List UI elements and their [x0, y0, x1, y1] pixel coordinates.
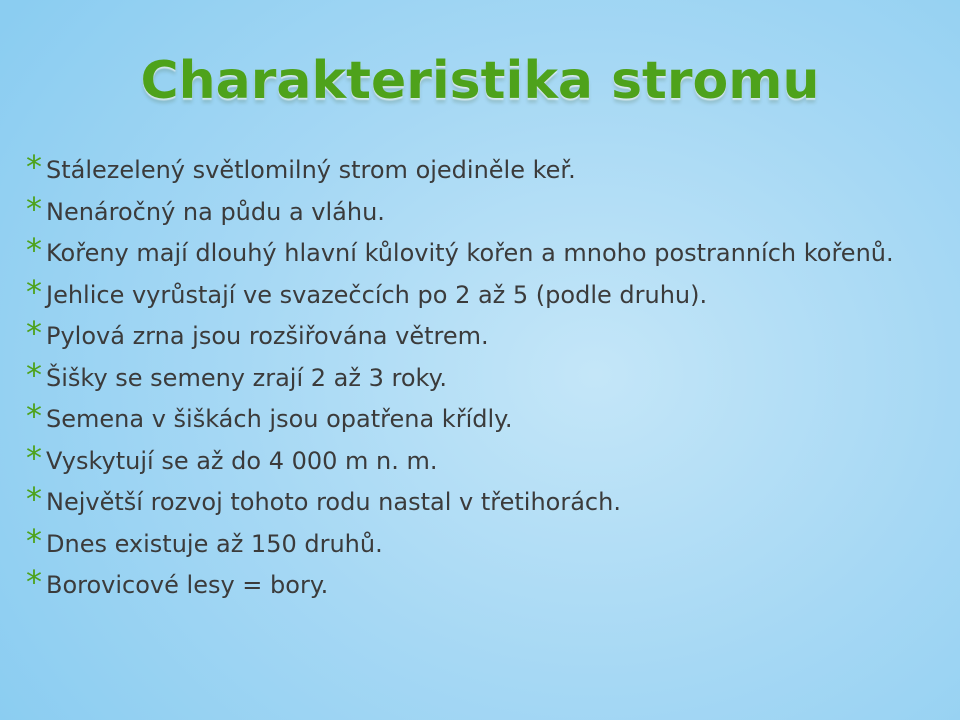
list-item	[26, 314, 953, 352]
asterisk-icon: *	[26, 438, 42, 477]
list-item	[26, 480, 953, 518]
asterisk-icon: *	[26, 314, 42, 352]
bullet-list	[26, 148, 953, 611]
asterisk-icon: *	[26, 355, 42, 394]
list-item	[26, 397, 953, 435]
asterisk-icon: *	[26, 189, 42, 228]
asterisk-icon: *	[26, 148, 42, 186]
list-item	[26, 189, 953, 228]
list-item-text: Největší rozvoj tohoto rodu nastal v třetihorách.	[46, 488, 621, 516]
list-item	[26, 563, 953, 601]
list-item-text: Vyskytují se až do 4 000 m n. m.	[46, 446, 438, 475]
slide-title: Charakteristika stromu	[140, 51, 820, 111]
asterisk-icon: *	[26, 272, 42, 311]
list-item	[26, 438, 953, 477]
asterisk-icon: *	[26, 521, 42, 560]
asterisk-icon: *	[26, 563, 42, 601]
list-item-text: Nenáročný na půdu a vláhu.	[46, 197, 385, 226]
asterisk-icon: *	[26, 397, 42, 435]
asterisk-icon: *	[26, 231, 42, 269]
asterisk-icon: *	[26, 480, 42, 518]
list-item-text: Kořeny mají dlouhý hlavní kůlovitý kořen a mnoho postranních kořenů.	[46, 239, 894, 267]
list-item-text: Pylová zrna jsou rozšiřována větrem.	[46, 322, 489, 350]
list-item	[26, 355, 953, 394]
list-item	[26, 148, 953, 186]
list-item-text: Borovicové lesy = bory.	[46, 571, 329, 599]
list-item	[26, 272, 953, 311]
list-item	[26, 521, 953, 560]
list-item-text: Stálezelený světlomilný strom ojediněle keř.	[46, 156, 576, 184]
list-item-text: Jehlice vyrůstají ve svazečcích po 2 až 5 (podle druhu).	[46, 280, 708, 309]
list-item-text: Šišky se semeny zrají 2 až 3 roky.	[46, 363, 447, 392]
list-item-text: Semena v šiškách jsou opatřena křídly.	[46, 405, 513, 433]
list-item	[26, 231, 953, 269]
list-item-text: Dnes existuje až 150 druhů.	[46, 529, 383, 558]
